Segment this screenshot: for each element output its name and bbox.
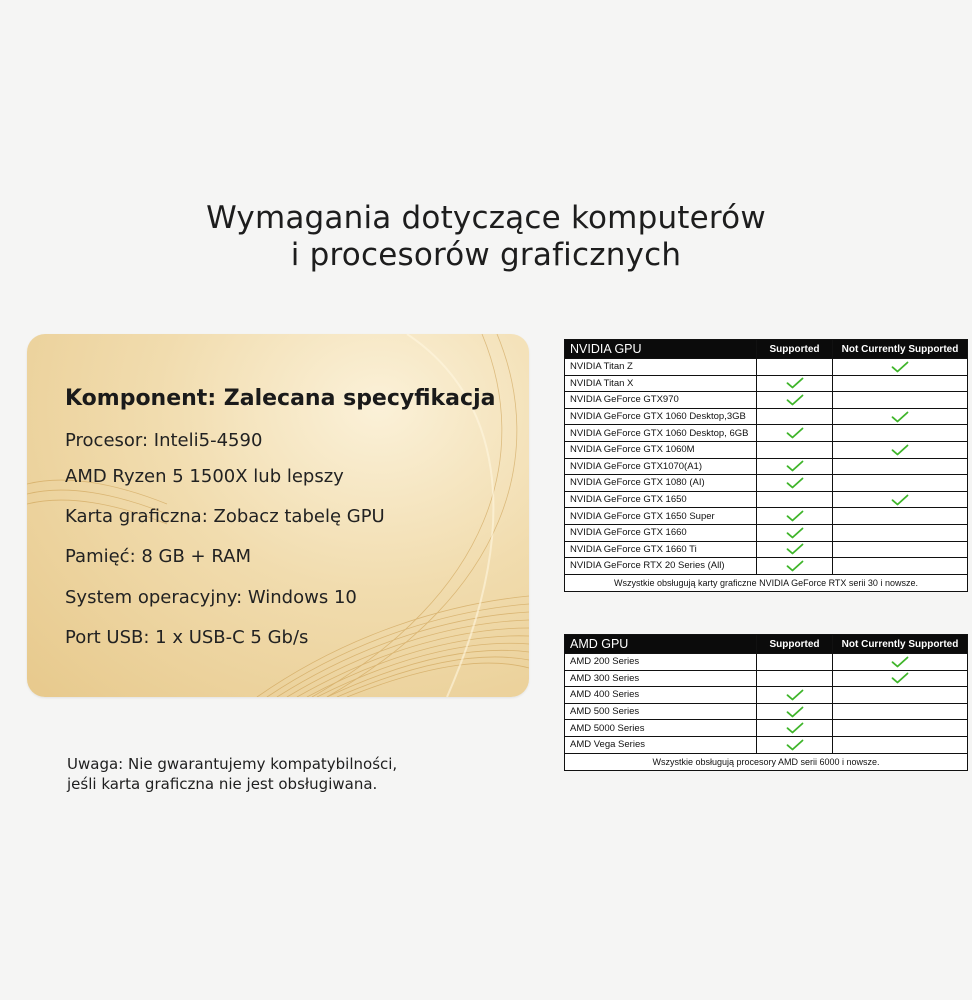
not-supported-cell [833, 541, 968, 558]
not-supported-cell [833, 524, 968, 541]
gpu-name-cell: NVIDIA GeForce GTX1070(A1) [565, 458, 757, 475]
supported-cell [757, 375, 833, 392]
supported-cell [757, 703, 833, 720]
nvidia-gpu-table [564, 339, 968, 592]
table-row [565, 654, 968, 671]
supported-cell [757, 687, 833, 704]
table-row [565, 558, 968, 575]
table-row [565, 392, 968, 409]
checkmark-icon [891, 411, 909, 423]
checkmark-icon [786, 427, 804, 439]
supported-cell [757, 425, 833, 442]
note-line-2: jeśli karta graficzna nie jest obsługiwana. [67, 775, 378, 793]
table-footer-row [565, 574, 968, 591]
gpu-name-cell: NVIDIA GeForce GTX 1660 [565, 524, 757, 541]
checkmark-icon [786, 477, 804, 489]
spec-usb: Port USB: 1 x USB-C 5 Gb/s [65, 627, 309, 648]
table-footer-note: Wszystkie obsługują karty graficzne NVIDIA GeForce RTX serii 30 i nowsze. [565, 574, 968, 591]
gpu-name-cell: AMD Vega Series [565, 736, 757, 753]
table-row [565, 441, 968, 458]
column-header-not-supported: Not Currently Supported [833, 635, 968, 654]
page-title-line-1: Wymagania dotyczące komputerów [206, 200, 766, 236]
gpu-name-cell: AMD 500 Series [565, 703, 757, 720]
gpu-name-cell: NVIDIA GeForce GTX970 [565, 392, 757, 409]
table-row [565, 687, 968, 704]
supported-cell [757, 654, 833, 671]
supported-cell [757, 670, 833, 687]
not-supported-cell [833, 408, 968, 425]
column-header-supported: Supported [757, 635, 833, 654]
not-supported-cell [833, 425, 968, 442]
gpu-name-cell: NVIDIA GeForce RTX 20 Series (All) [565, 558, 757, 575]
column-header-gpu: AMD GPU [565, 635, 757, 654]
table-row [565, 541, 968, 558]
not-supported-cell [833, 736, 968, 753]
gpu-name-cell: NVIDIA GeForce GTX 1080 (AI) [565, 475, 757, 492]
table-footer-note: Wszystkie obsługują procesory AMD serii 6000 i nowsze. [565, 753, 968, 770]
supported-cell [757, 441, 833, 458]
not-supported-cell [833, 392, 968, 409]
checkmark-icon [891, 444, 909, 456]
checkmark-icon [891, 672, 909, 684]
amd-gpu-table [564, 634, 968, 771]
table-header-row [565, 340, 968, 359]
supported-cell [757, 508, 833, 525]
not-supported-cell [833, 475, 968, 492]
supported-cell [757, 408, 833, 425]
supported-cell [757, 458, 833, 475]
spec-heading: Komponent: Zalecana specyfikacja [65, 386, 496, 411]
not-supported-cell [833, 558, 968, 575]
supported-cell [757, 736, 833, 753]
checkmark-icon [786, 377, 804, 389]
supported-cell [757, 475, 833, 492]
not-supported-cell [833, 508, 968, 525]
gpu-name-cell: NVIDIA Titan X [565, 375, 757, 392]
supported-cell [757, 392, 833, 409]
not-supported-cell [833, 703, 968, 720]
gpu-name-cell: NVIDIA GeForce GTX 1060M [565, 441, 757, 458]
checkmark-icon [786, 394, 804, 406]
gpu-name-cell: AMD 5000 Series [565, 720, 757, 737]
gpu-name-cell: NVIDIA GeForce GTX 1650 [565, 491, 757, 508]
checkmark-icon [786, 560, 804, 572]
not-supported-cell [833, 441, 968, 458]
gpu-name-cell: AMD 200 Series [565, 654, 757, 671]
table-row [565, 475, 968, 492]
table-row [565, 375, 968, 392]
gpu-name-cell: NVIDIA GeForce GTX 1060 Desktop, 6GB [565, 425, 757, 442]
checkmark-icon [786, 510, 804, 522]
note-line-1: Uwaga: Nie gwarantujemy kompatybilności, [67, 755, 398, 773]
gpu-name-cell: NVIDIA GeForce GTX 1060 Desktop,3GB [565, 408, 757, 425]
supported-cell [757, 541, 833, 558]
page-title [0, 200, 972, 274]
column-header-not-supported: Not Currently Supported [833, 340, 968, 359]
not-supported-cell [833, 359, 968, 376]
not-supported-cell [833, 720, 968, 737]
table-row [565, 458, 968, 475]
supported-cell [757, 558, 833, 575]
spec-processor-alt: AMD Ryzen 5 1500X lub lepszy [65, 466, 344, 487]
checkmark-icon [786, 689, 804, 701]
table-row [565, 508, 968, 525]
gpu-name-cell: AMD 400 Series [565, 687, 757, 704]
checkmark-icon [786, 706, 804, 718]
table-header-row [565, 635, 968, 654]
table-row [565, 491, 968, 508]
not-supported-cell [833, 375, 968, 392]
not-supported-cell [833, 670, 968, 687]
checkmark-icon [786, 543, 804, 555]
table-row [565, 524, 968, 541]
gpu-name-cell: NVIDIA Titan Z [565, 359, 757, 376]
checkmark-icon [786, 460, 804, 472]
checkmark-icon [891, 361, 909, 373]
table-row [565, 359, 968, 376]
gpu-name-cell: AMD 300 Series [565, 670, 757, 687]
spec-memory: Pamięć: 8 GB + RAM [65, 546, 251, 567]
supported-cell [757, 720, 833, 737]
gpu-name-cell: NVIDIA GeForce GTX 1650 Super [565, 508, 757, 525]
not-supported-cell [833, 458, 968, 475]
spec-card [27, 334, 529, 697]
checkmark-icon [786, 527, 804, 539]
supported-cell [757, 524, 833, 541]
gpu-name-cell: NVIDIA GeForce GTX 1660 Ti [565, 541, 757, 558]
spec-os: System operacyjny: Windows 10 [65, 587, 357, 608]
table-row [565, 703, 968, 720]
supported-cell [757, 359, 833, 376]
checkmark-icon [891, 494, 909, 506]
checkmark-icon [786, 739, 804, 751]
page-title-line-2: i procesorów graficznych [290, 237, 682, 273]
compatibility-note [67, 754, 397, 794]
column-header-supported: Supported [757, 340, 833, 359]
column-header-gpu: NVIDIA GPU [565, 340, 757, 359]
table-row [565, 720, 968, 737]
checkmark-icon [891, 656, 909, 668]
spec-processor: Procesor: Inteli5-4590 [65, 430, 263, 451]
checkmark-icon [786, 722, 804, 734]
not-supported-cell [833, 491, 968, 508]
supported-cell [757, 491, 833, 508]
spec-gpu: Karta graficzna: Zobacz tabelę GPU [65, 506, 385, 527]
not-supported-cell [833, 654, 968, 671]
table-row [565, 736, 968, 753]
table-row [565, 425, 968, 442]
table-row [565, 670, 968, 687]
not-supported-cell [833, 687, 968, 704]
table-footer-row [565, 753, 968, 770]
table-row [565, 408, 968, 425]
